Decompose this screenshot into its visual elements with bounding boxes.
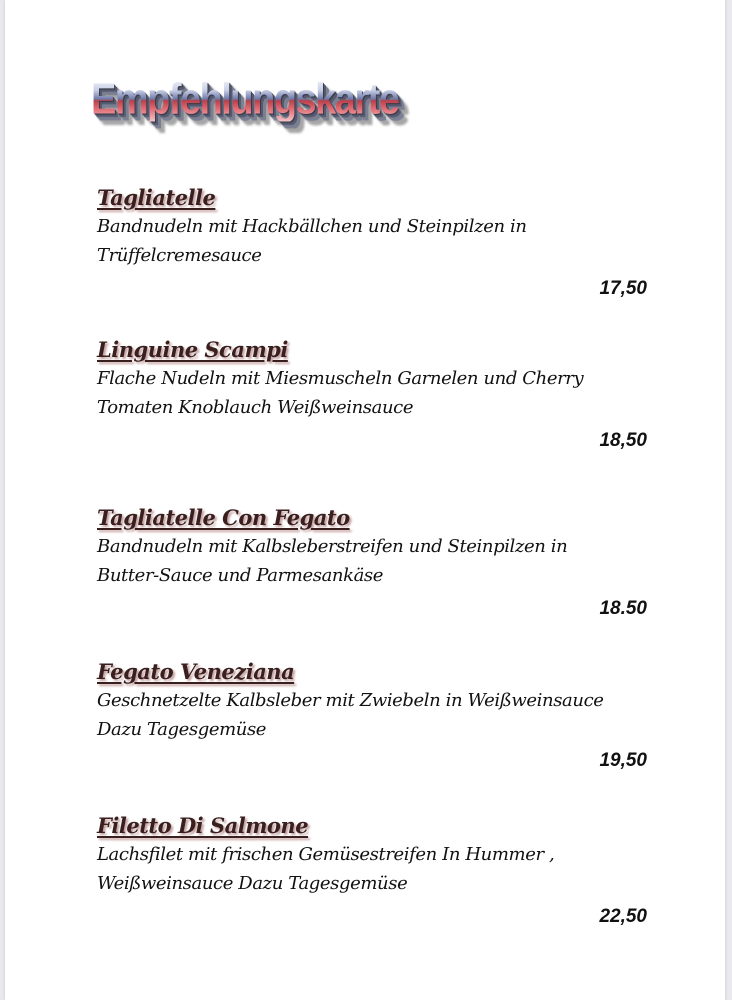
menu-page <box>5 0 725 1000</box>
menu-item-description: Flache Nudeln mit Miesmuscheln Garnelen und Cherry Tomaten Knoblauch Weißweinsauce <box>97 368 584 418</box>
menu-item-name: Fegato Veneziana <box>97 659 295 684</box>
menu-item-price: 18.50 <box>599 598 647 619</box>
menu-item <box>97 812 649 927</box>
menu-item-name: Filetto Di Salmone <box>97 813 309 838</box>
menu-item <box>97 336 649 451</box>
menu-title: Empfehlungskarte <box>91 75 399 124</box>
menu-item-price: 22,50 <box>599 906 647 927</box>
menu-item-description: Geschnetzelte Kalbsleber mit Zwiebeln in Weißweinsauce Dazu Tagesgemüse <box>97 690 604 740</box>
menu-item-name: Tagliatelle Con Fegato <box>97 505 350 530</box>
menu-item <box>97 658 649 771</box>
menu-item-price: 18,50 <box>599 430 647 451</box>
menu-item-name: Linguine Scampi <box>97 337 288 362</box>
menu-item-price: 17,50 <box>599 278 647 299</box>
menu-item-description: Lachsfilet mit frischen Gemüsestreifen In Hummer , Weißweinsauce Dazu Tagesgemüse <box>97 844 555 894</box>
menu-item-name: Tagliatelle <box>97 185 216 210</box>
menu-item-description: Bandnudeln mit Hackbällchen und Steinpilzen in Trüffelcremesauce <box>97 216 527 266</box>
menu-item-description: Bandnudeln mit Kalbsleberstreifen und Steinpilzen in Butter-Sauce und Parmesankäse <box>97 536 568 586</box>
menu-item <box>97 504 649 619</box>
menu-item-price: 19,50 <box>599 750 647 771</box>
menu-item <box>97 184 649 299</box>
